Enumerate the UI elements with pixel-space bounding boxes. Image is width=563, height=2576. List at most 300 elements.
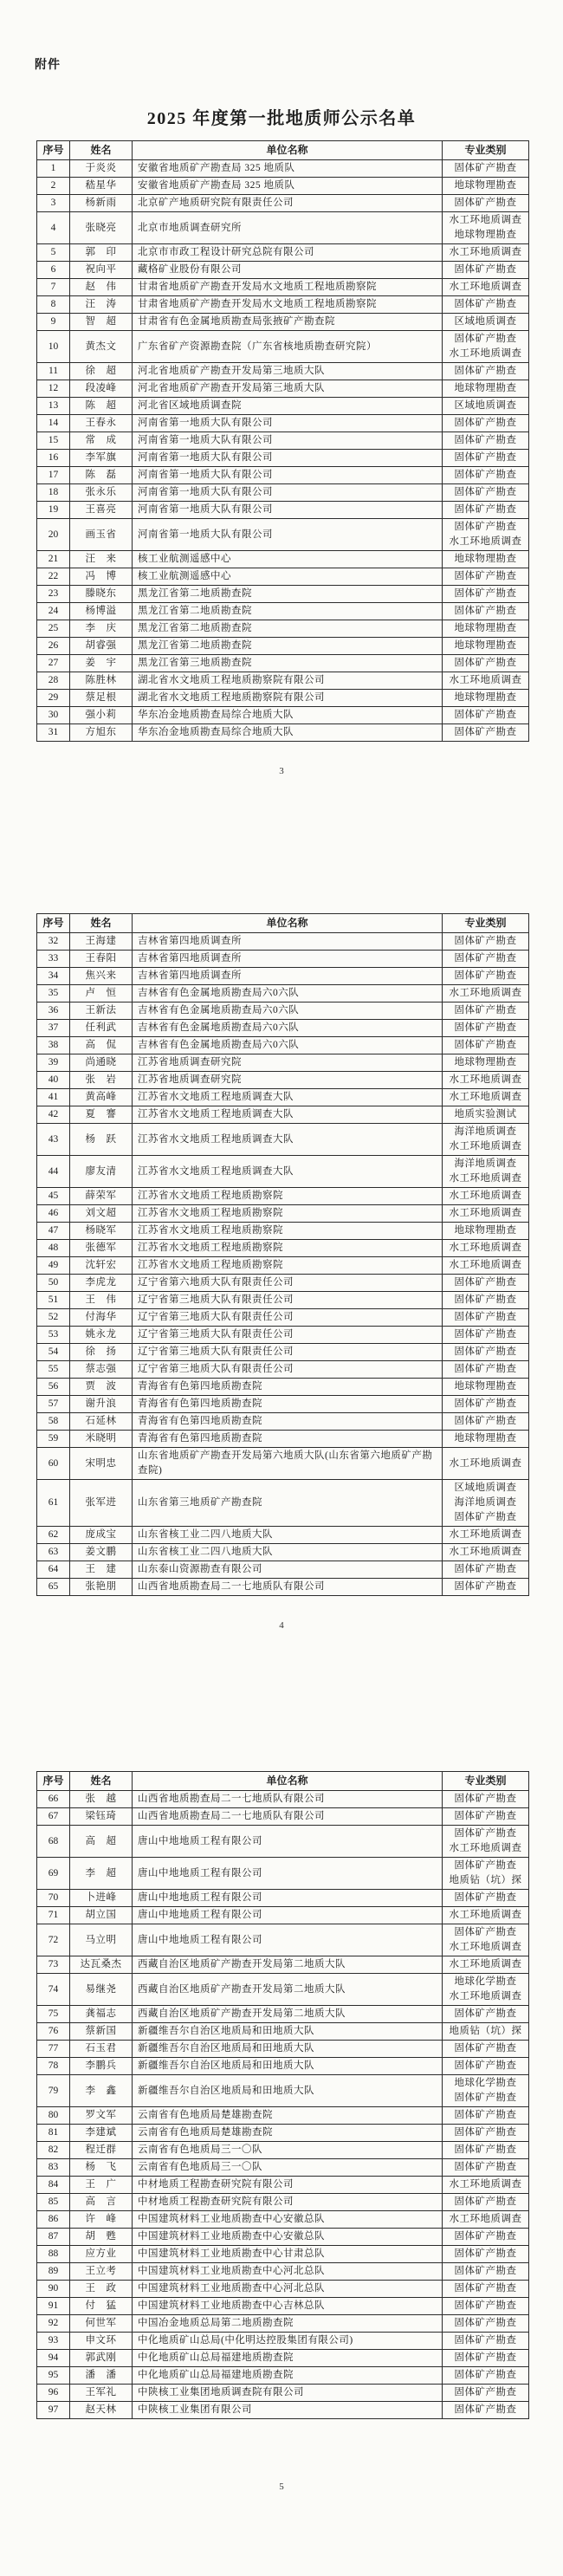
- name-cell: 谢升浪: [70, 1396, 133, 1413]
- category-line: 固体矿产勘查: [454, 2162, 517, 2172]
- table-row: [37, 951, 529, 968]
- category-line: 水工环地质调查: [449, 1074, 522, 1085]
- unit-cell: 辽宁省第三地质大队有限责任公司: [133, 1361, 443, 1379]
- category-cell: [443, 1808, 529, 1826]
- no-cell: 27: [37, 655, 70, 672]
- unit-cell: 中化地质矿山总局(中化明达控股集团有限公司): [133, 2333, 443, 2350]
- category-cell: [443, 1089, 529, 1106]
- category-line: 水工环地质调查: [449, 1092, 522, 1102]
- name-cell: 蔡志强: [70, 1361, 133, 1379]
- category-cell: [443, 2402, 529, 2419]
- category-line: 水工环地质调查: [449, 2179, 522, 2190]
- unit-cell: 新疆维吾尔自治区地质局和田地质大队: [133, 2075, 443, 2107]
- category-cell: [443, 1826, 529, 1858]
- table-row: [37, 2107, 529, 2125]
- category-cell: [443, 1124, 529, 1156]
- no-cell: 25: [37, 620, 70, 638]
- no-cell: 76: [37, 2023, 70, 2041]
- category-cell: [443, 1327, 529, 1344]
- category-cell: [443, 331, 529, 363]
- category-cell: [443, 603, 529, 620]
- no-cell: 60: [37, 1448, 70, 1480]
- category-cell: [443, 450, 529, 467]
- no-cell: 10: [37, 331, 70, 363]
- category-cell: [443, 1791, 529, 1808]
- category-line: 固体矿产勘查: [454, 198, 517, 208]
- name-cell: 蔡足根: [70, 690, 133, 707]
- table-row: [37, 2125, 529, 2142]
- no-cell: 96: [37, 2385, 70, 2402]
- no-cell: 66: [37, 1791, 70, 1808]
- name-cell: 何世军: [70, 2315, 133, 2333]
- table-row: [37, 1106, 529, 1124]
- table-row: [37, 2177, 529, 2194]
- unit-cell: 河北省地质矿产勘查开发局第三地质大队: [133, 380, 443, 398]
- table-row: [37, 690, 529, 707]
- no-cell: 26: [37, 638, 70, 655]
- category-cell: [443, 244, 529, 262]
- name-cell: 李 超: [70, 1858, 133, 1890]
- unit-cell: 江苏省水文地质工程地质勘察院: [133, 1257, 443, 1275]
- table-row: [37, 1072, 529, 1089]
- no-cell: 22: [37, 568, 70, 586]
- name-cell: 王 广: [70, 2177, 133, 2194]
- table-row: [37, 2006, 529, 2023]
- unit-cell: 河南省第一地质大队有限公司: [133, 502, 443, 519]
- name-cell: 张艳朋: [70, 1579, 133, 1596]
- category-line: 固体矿产勘查: [454, 2145, 517, 2155]
- category-line: 固体矿产勘查: [454, 2093, 517, 2103]
- unit-cell: 河南省第一地质大队有限公司: [133, 415, 443, 432]
- category-line: 固体矿产勘查: [454, 710, 517, 720]
- category-cell: [443, 1907, 529, 1924]
- category-line: 固体矿产勘查: [454, 970, 517, 981]
- table-row: [37, 1579, 529, 1596]
- name-cell: 卜进峰: [70, 1890, 133, 1907]
- name-cell: 陈胜林: [70, 672, 133, 690]
- no-cell: 80: [37, 2107, 70, 2125]
- category-cell: [443, 1974, 529, 2006]
- unit-cell: 山西省地质勘查局二一七地质队有限公司: [133, 1579, 443, 1596]
- name-cell: 张永乐: [70, 484, 133, 502]
- category-line: 固体矿产勘查: [454, 1811, 517, 1821]
- table-row: [37, 2142, 529, 2159]
- unit-cell: 中国建筑材料工业地质勘查中心吉林总队: [133, 2298, 443, 2315]
- table-row: [37, 2281, 529, 2298]
- no-cell: 71: [37, 1907, 70, 1924]
- table-row: [37, 415, 529, 432]
- category-cell: [443, 2367, 529, 2385]
- no-cell: 56: [37, 1379, 70, 1396]
- unit-cell: 中陕核工业集团地质调查院有限公司: [133, 2385, 443, 2402]
- no-cell: 81: [37, 2125, 70, 2142]
- category-line: 水工环地质调查: [449, 282, 522, 292]
- no-cell: 12: [37, 380, 70, 398]
- column-header-1: 序号: [37, 1772, 70, 1791]
- table-row: [37, 160, 529, 178]
- category-line: 固体矿产勘查: [454, 1860, 517, 1871]
- unit-cell: 云南省有色地质局楚雄勘查院: [133, 2125, 443, 2142]
- category-line: 固体矿产勘查: [454, 1581, 517, 1592]
- column-header-4: 专业类别: [443, 1772, 529, 1791]
- name-cell: 姜文鹏: [70, 1544, 133, 1561]
- name-cell: 李建斌: [70, 2125, 133, 2142]
- table-row: [37, 1037, 529, 1054]
- no-cell: 67: [37, 1808, 70, 1826]
- no-cell: 11: [37, 363, 70, 380]
- no-cell: 87: [37, 2229, 70, 2246]
- unit-cell: 山西省地质勘查局二一七地质队有限公司: [133, 1791, 443, 1808]
- no-cell: 5: [37, 244, 70, 262]
- unit-cell: 中陕核工业集团有限公司: [133, 2402, 443, 2419]
- category-line: 固体矿产勘查: [454, 1312, 517, 1322]
- category-line: 固体矿产勘查: [454, 299, 517, 309]
- table-row: [37, 2194, 529, 2211]
- table-row: [37, 314, 529, 331]
- unit-cell: 核工业航测遥感中心: [133, 568, 443, 586]
- unit-cell: 甘肃省地质矿产勘查开发局水文地质工程地质勘察院: [133, 279, 443, 296]
- table-row: [37, 2350, 529, 2367]
- name-cell: 郭 印: [70, 244, 133, 262]
- category-line: 海洋地质调查: [454, 1126, 517, 1137]
- category-line: 固体矿产勘查: [454, 2231, 517, 2242]
- unit-cell: 江苏省水文地质工程地质勘察院: [133, 1223, 443, 1240]
- category-cell: [443, 2281, 529, 2298]
- category-line: 水工环地质调查: [449, 1959, 522, 1969]
- category-cell: [443, 985, 529, 1002]
- category-cell: [443, 638, 529, 655]
- category-line: 固体矿产勘查: [454, 1040, 517, 1050]
- table-row: [37, 1808, 529, 1826]
- category-cell: [443, 296, 529, 314]
- no-cell: 88: [37, 2246, 70, 2263]
- category-cell: [443, 1072, 529, 1089]
- category-line: 固体矿产勘查: [454, 1005, 517, 1015]
- category-cell: [443, 1275, 529, 1292]
- category-cell: [443, 1002, 529, 1020]
- category-cell: [443, 1544, 529, 1561]
- unit-cell: 河南省第一地质大队有限公司: [133, 450, 443, 467]
- no-cell: 38: [37, 1037, 70, 1054]
- unit-cell: 山东泰山资源勘查有限公司: [133, 1561, 443, 1579]
- name-cell: 杨博溢: [70, 603, 133, 620]
- table-row: [37, 1205, 529, 1223]
- table-row: [37, 2246, 529, 2263]
- unit-cell: 河南省第一地质大队有限公司: [133, 467, 443, 484]
- no-cell: 83: [37, 2159, 70, 2177]
- category-cell: [443, 1924, 529, 1956]
- table-row: [37, 1344, 529, 1361]
- category-cell: [443, 2315, 529, 2333]
- no-cell: 39: [37, 1054, 70, 1072]
- category-line: 水工环地质调查: [449, 1843, 522, 1853]
- table-row: [37, 1327, 529, 1344]
- no-cell: 28: [37, 672, 70, 690]
- category-cell: [443, 2385, 529, 2402]
- name-cell: 刘文超: [70, 1205, 133, 1223]
- no-cell: 55: [37, 1361, 70, 1379]
- name-cell: 黄杰文: [70, 331, 133, 363]
- unit-cell: 安徽省地质矿产勘查局 325 地质队: [133, 160, 443, 178]
- category-line: 固体矿产勘查: [454, 2127, 517, 2138]
- name-cell: 王 伟: [70, 1292, 133, 1309]
- no-cell: 53: [37, 1327, 70, 1344]
- unit-cell: 中国建筑材料工业地质勘查中心河北总队: [133, 2281, 443, 2298]
- name-cell: 申文环: [70, 2333, 133, 2350]
- category-line: 水工环地质调查: [449, 215, 522, 225]
- name-cell: 付 猛: [70, 2298, 133, 2315]
- name-cell: 陈 磊: [70, 467, 133, 484]
- table-row: [37, 212, 529, 244]
- table-row: [37, 1431, 529, 1448]
- category-line: 区域地质调查: [454, 316, 517, 327]
- unit-cell: 江苏省水文地质工程地质调查大队: [133, 1089, 443, 1106]
- category-line: 固体矿产勘查: [454, 1277, 517, 1288]
- category-cell: [443, 398, 529, 415]
- name-cell: 徐 扬: [70, 1344, 133, 1361]
- unit-cell: 中国建筑材料工业地质勘查中心河北总队: [133, 2263, 443, 2281]
- table-row: [37, 707, 529, 724]
- no-cell: 49: [37, 1257, 70, 1275]
- category-line: 水工环地质调查: [449, 1191, 522, 1201]
- name-cell: 蔡新国: [70, 2023, 133, 2041]
- category-line: 固体矿产勘查: [454, 571, 517, 581]
- category-cell: [443, 2194, 529, 2211]
- category-cell: [443, 519, 529, 551]
- unit-cell: 河南省第一地质大队有限公司: [133, 432, 443, 450]
- no-cell: 74: [37, 1974, 70, 2006]
- column-header-2: 姓名: [70, 914, 133, 933]
- name-cell: 王春阳: [70, 951, 133, 968]
- roster-table-page-2: [36, 913, 529, 1596]
- category-line: 地球物理勘查: [454, 1381, 517, 1392]
- category-cell: [443, 1561, 529, 1579]
- table-row: [37, 1527, 529, 1544]
- no-cell: 95: [37, 2367, 70, 2385]
- category-line: 固体矿产勘查: [454, 163, 517, 173]
- table-row: [37, 450, 529, 467]
- category-line: 固体矿产勘查: [454, 1794, 517, 1804]
- table-row: [37, 2075, 529, 2107]
- category-cell: [443, 2107, 529, 2125]
- name-cell: 徐 超: [70, 363, 133, 380]
- name-cell: 姚永龙: [70, 1327, 133, 1344]
- unit-cell: 青海省有色第四地质勘查院: [133, 1379, 443, 1396]
- table-row: [37, 1223, 529, 1240]
- table-row: [37, 363, 529, 380]
- category-line: 地质钻（坑）探: [449, 2026, 522, 2036]
- category-line: 地球物理勘查: [454, 692, 517, 703]
- table-row: [37, 178, 529, 195]
- name-cell: 冯 博: [70, 568, 133, 586]
- table-row: [37, 1858, 529, 1890]
- unit-cell: 江苏省地质调查研究院: [133, 1072, 443, 1089]
- no-cell: 78: [37, 2058, 70, 2075]
- name-cell: 杨晓军: [70, 1223, 133, 1240]
- name-cell: 汪 来: [70, 551, 133, 568]
- no-cell: 51: [37, 1292, 70, 1309]
- table-row: [37, 2263, 529, 2281]
- unit-cell: 吉林省有色金属地质勘查局六0六队: [133, 985, 443, 1002]
- no-cell: 2: [37, 178, 70, 195]
- name-cell: 胡 甦: [70, 2229, 133, 2246]
- table-row: [37, 244, 529, 262]
- category-cell: [443, 1240, 529, 1257]
- unit-cell: 山东省地质矿产勘查开发局第六地质大队(山东省第六地质矿产勘查院): [133, 1448, 443, 1480]
- table-row: [37, 2023, 529, 2041]
- no-cell: 73: [37, 1956, 70, 1974]
- category-cell: [443, 707, 529, 724]
- name-cell: 龚福志: [70, 2006, 133, 2023]
- category-cell: [443, 2125, 529, 2142]
- unit-cell: 云南省有色地质局楚雄勘查院: [133, 2107, 443, 2125]
- category-line: 固体矿产勘查: [454, 2248, 517, 2259]
- table-row: [37, 1309, 529, 1327]
- no-cell: 86: [37, 2211, 70, 2229]
- category-line: 水工环地质调查: [449, 988, 522, 998]
- category-line: 固体矿产勘查: [454, 2008, 517, 2019]
- category-line: 固体矿产勘查: [454, 2318, 517, 2328]
- table-row: [37, 638, 529, 655]
- unit-cell: 黑龙江省第二地质勘查院: [133, 620, 443, 638]
- table-row: [37, 1396, 529, 1413]
- no-cell: 21: [37, 551, 70, 568]
- name-cell: 罗文军: [70, 2107, 133, 2125]
- unit-cell: 辽宁省第三地质大队有限责任公司: [133, 1309, 443, 1327]
- table-row: [37, 1561, 529, 1579]
- name-cell: 赵天林: [70, 2402, 133, 2419]
- category-line: 水工环地质调查: [449, 348, 522, 359]
- unit-cell: 青海省有色第四地质勘查院: [133, 1413, 443, 1431]
- unit-cell: 黑龙江省第二地质勘查院: [133, 586, 443, 603]
- category-line: 地球物理勘查: [454, 1433, 517, 1444]
- category-cell: [443, 1858, 529, 1890]
- no-cell: 40: [37, 1072, 70, 1089]
- name-cell: 祝向平: [70, 262, 133, 279]
- category-line: 固体矿产勘查: [454, 522, 517, 532]
- unit-cell: 江苏省水文地质工程地质调查大队: [133, 1156, 443, 1188]
- category-line: 固体矿产勘查: [454, 2266, 517, 2276]
- column-header-1: 序号: [37, 914, 70, 933]
- category-line: 地球物理勘查: [454, 554, 517, 564]
- category-cell: [443, 2006, 529, 2023]
- table-row: [37, 2041, 529, 2058]
- unit-cell: 云南省有色地质局三一〇队: [133, 2159, 443, 2177]
- table-row: [37, 1156, 529, 1188]
- category-line: 固体矿产勘查: [454, 1294, 517, 1305]
- table-row: [37, 519, 529, 551]
- table-row: [37, 1054, 529, 1072]
- table-row: [37, 467, 529, 484]
- name-cell: 李 庆: [70, 620, 133, 638]
- unit-cell: 唐山中地地质工程有限公司: [133, 1907, 443, 1924]
- no-cell: 72: [37, 1924, 70, 1956]
- no-cell: 3: [37, 195, 70, 212]
- category-line: 固体矿产勘查: [454, 504, 517, 515]
- unit-cell: 吉林省第四地质调查所: [133, 951, 443, 968]
- category-line: 固体矿产勘查: [454, 1416, 517, 1426]
- category-cell: [443, 2229, 529, 2246]
- unit-cell: 广东省矿产资源勘查院（广东省核地质勘查研究院）: [133, 331, 443, 363]
- category-line: 固体矿产勘查: [454, 487, 517, 497]
- table-row: [37, 1361, 529, 1379]
- name-cell: 李军旗: [70, 450, 133, 467]
- unit-cell: 山西省地质勘查局二一七地质队有限公司: [133, 1808, 443, 1826]
- category-line: 固体矿产勘查: [454, 334, 517, 344]
- unit-cell: 辽宁省第六地质大队有限责任公司: [133, 1275, 443, 1292]
- name-cell: 李鹏兵: [70, 2058, 133, 2075]
- category-cell: [443, 502, 529, 519]
- no-cell: 57: [37, 1396, 70, 1413]
- unit-cell: 中化地质矿山总局福建地质勘查院: [133, 2367, 443, 2385]
- no-cell: 50: [37, 1275, 70, 1292]
- no-cell: 8: [37, 296, 70, 314]
- unit-cell: 唐山中地地质工程有限公司: [133, 1924, 443, 1956]
- unit-cell: 唐山中地地质工程有限公司: [133, 1826, 443, 1858]
- name-cell: 高 超: [70, 1826, 133, 1858]
- category-cell: [443, 2159, 529, 2177]
- name-cell: 高 侃: [70, 1037, 133, 1054]
- column-header-3: 单位名称: [133, 914, 443, 933]
- table-row: [37, 262, 529, 279]
- name-cell: 杨 飞: [70, 2159, 133, 2177]
- page-number-2: 4: [279, 1620, 284, 1631]
- no-cell: 90: [37, 2281, 70, 2298]
- category-line: 地球物理勘查: [454, 383, 517, 393]
- category-line: 固体矿产勘查: [454, 2283, 517, 2294]
- category-line: 区域地质调查: [454, 1483, 517, 1493]
- no-cell: 43: [37, 1124, 70, 1156]
- no-cell: 32: [37, 933, 70, 951]
- category-cell: [443, 1223, 529, 1240]
- category-line: 地球物理勘查: [454, 180, 517, 191]
- name-cell: 王喜亮: [70, 502, 133, 519]
- table-row: [37, 279, 529, 296]
- category-line: 固体矿产勘查: [454, 953, 517, 964]
- table-row: [37, 1020, 529, 1037]
- table-row: [37, 1826, 529, 1858]
- no-cell: 33: [37, 951, 70, 968]
- name-cell: 应方业: [70, 2246, 133, 2263]
- name-cell: 马立明: [70, 1924, 133, 1956]
- name-cell: 廖友清: [70, 1156, 133, 1188]
- name-cell: 嵇星华: [70, 178, 133, 195]
- name-cell: 贾 波: [70, 1379, 133, 1396]
- page-title: 2025 年度第一批地质师公示名单: [146, 109, 417, 128]
- column-header-3: 单位名称: [133, 141, 443, 160]
- category-cell: [443, 1106, 529, 1124]
- category-cell: [443, 279, 529, 296]
- table-row: [37, 1956, 529, 1974]
- unit-cell: 云南省有色地质局三一〇队: [133, 2142, 443, 2159]
- category-line: 水工环地质调查: [449, 2214, 522, 2224]
- name-cell: 达瓦桑杰: [70, 1956, 133, 1974]
- category-line: 地球化学勘查: [454, 1976, 517, 1987]
- name-cell: 王 政: [70, 2281, 133, 2298]
- table-row: [37, 968, 529, 985]
- category-line: 固体矿产勘查: [454, 1564, 517, 1574]
- category-cell: [443, 951, 529, 968]
- name-cell: 画玉省: [70, 519, 133, 551]
- no-cell: 6: [37, 262, 70, 279]
- unit-cell: 辽宁省第三地质大队有限责任公司: [133, 1292, 443, 1309]
- no-cell: 97: [37, 2402, 70, 2419]
- unit-cell: 山东省第三地质矿产勘查院: [133, 1480, 443, 1527]
- category-cell: [443, 655, 529, 672]
- category-line: 地球物理勘查: [454, 230, 517, 240]
- page-number-1: 3: [279, 766, 284, 776]
- table-row: [37, 1791, 529, 1808]
